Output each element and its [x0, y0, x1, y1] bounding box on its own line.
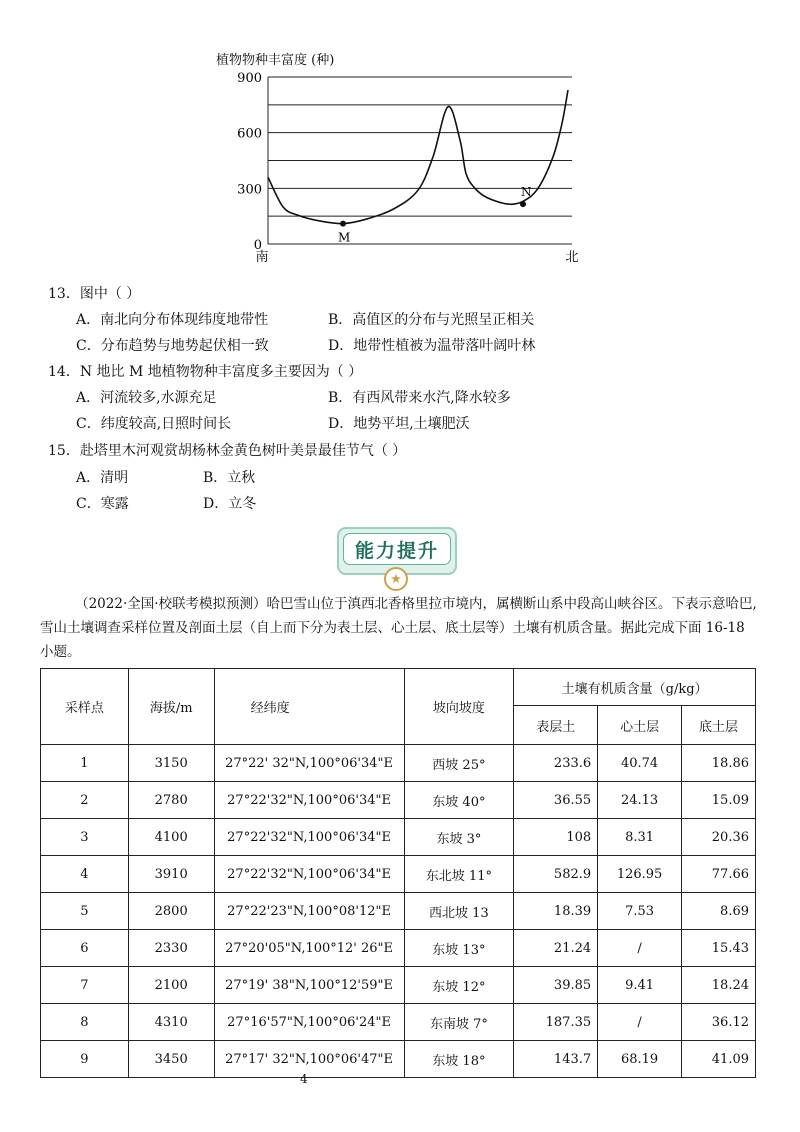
cell-bottom-soil: 18.86: [682, 745, 756, 782]
cell-bottom-soil: 77.66: [682, 856, 756, 893]
cell-slope: 东坡 12°: [404, 967, 514, 1004]
chart-y-tick-label: 600: [237, 126, 262, 142]
cell-elevation: 2800: [128, 893, 214, 930]
cell-elevation: 4310: [128, 1004, 214, 1041]
cell-point: 2: [41, 782, 129, 819]
cell-top-soil: 143.7: [514, 1041, 598, 1078]
cell-middle-soil: 68.19: [598, 1041, 682, 1078]
chart-y-tick-label: 900: [237, 71, 262, 86]
cell-coords: 27°22'32"N,100°06'34"E: [214, 782, 404, 819]
cell-top-soil: 36.55: [514, 782, 598, 819]
cell-middle-soil: /: [598, 1004, 682, 1041]
cell-elevation: 4100: [128, 819, 214, 856]
cell-slope: 东坡 40°: [404, 782, 514, 819]
cell-elevation: 3910: [128, 856, 214, 893]
cell-bottom-soil: 15.43: [682, 930, 756, 967]
cell-bottom-soil: 41.09: [682, 1041, 756, 1078]
cell-top-soil: 233.6: [514, 745, 598, 782]
cell-middle-soil: 40.74: [598, 745, 682, 782]
cell-point: 9: [41, 1041, 129, 1078]
cell-middle-soil: 24.13: [598, 782, 682, 819]
question-15-option-a[interactable]: A．清明: [76, 470, 129, 486]
chart-x-start-label: 南: [255, 250, 269, 265]
question-14-option-d[interactable]: D．地势平坦,土壤肥沃: [328, 416, 470, 432]
header-point: 采样点: [41, 669, 129, 745]
question-15-stem: 15．赴塔里木河观赏胡杨林金黄色树叶美景最佳节气（ ）: [48, 443, 407, 459]
chart-svg: [210, 44, 590, 270]
question-15-option-b[interactable]: B．立秋: [203, 470, 256, 486]
cell-slope: 东北坡 11°: [404, 856, 514, 893]
page-number: 4: [300, 1072, 308, 1086]
cell-top-soil: 39.85: [514, 967, 598, 1004]
question-15-option-c[interactable]: C．寒露: [76, 496, 129, 512]
star-icon: ★: [384, 567, 408, 591]
chart-y-ticks: [237, 71, 262, 253]
chart-point-m: [340, 221, 346, 227]
cell-top-soil: 187.35: [514, 1004, 598, 1041]
question-14-option-a[interactable]: A．河流较多,水源充足: [76, 390, 217, 406]
header-organic: 土壤有机质含量（g/kg）: [514, 669, 756, 706]
cell-coords: 27°22' 32"N,100°06'34"E: [214, 745, 404, 782]
cell-middle-soil: /: [598, 930, 682, 967]
cell-point: 1: [41, 745, 129, 782]
table-row: [41, 782, 756, 819]
question-13-stem: 13．图中（ ）: [48, 286, 141, 302]
section-badge-title: 能力提升: [343, 533, 451, 565]
cell-coords: 27°22'32"N,100°06'34"E: [214, 856, 404, 893]
table-row: [41, 819, 756, 856]
header-top-soil: 表层土: [514, 706, 598, 745]
question-13-option-d[interactable]: D．地带性植被为温带落叶阔叶林: [328, 338, 536, 354]
cell-top-soil: 21.24: [514, 930, 598, 967]
chart-y-tick-label: 0: [253, 238, 262, 253]
chart-y-axis-label: 植物物种丰富度 (种): [216, 53, 335, 68]
cell-top-soil: 108: [514, 819, 598, 856]
cell-point: 6: [41, 930, 129, 967]
chart-marked-points: [338, 185, 532, 244]
cell-coords: 27°22'32"N,100°06'34"E: [214, 819, 404, 856]
table-row: [41, 930, 756, 967]
cell-slope: 东坡 13°: [404, 930, 514, 967]
cell-elevation: 2780: [128, 782, 214, 819]
table-row: [41, 967, 756, 1004]
question-13-option-b[interactable]: B．高值区的分布与光照呈正相关: [328, 312, 535, 328]
cell-bottom-soil: 15.09: [682, 782, 756, 819]
species-richness-chart: [210, 44, 590, 270]
table-row: [41, 1004, 756, 1041]
cell-slope: 东坡 18°: [404, 1041, 514, 1078]
question-13-option-c[interactable]: C．分布趋势与地势起伏相一致: [76, 338, 269, 354]
cell-bottom-soil: 8.69: [682, 893, 756, 930]
table-row: [41, 893, 756, 930]
question-14-option-b[interactable]: B．有西风带来水汽,降水较多: [328, 390, 511, 406]
cell-elevation: 3150: [128, 745, 214, 782]
question-13-option-a[interactable]: A．南北向分布体现纬度地带性: [76, 312, 269, 328]
table-body: [41, 745, 756, 1078]
cell-middle-soil: 7.53: [598, 893, 682, 930]
header-coords: 经纬度: [214, 669, 404, 745]
cell-slope: 西坡 25°: [404, 745, 514, 782]
cell-elevation: 3450: [128, 1041, 214, 1078]
question-14-option-c[interactable]: C．纬度较高,日照时间长: [76, 416, 232, 432]
cell-bottom-soil: 20.36: [682, 819, 756, 856]
table-row: [41, 745, 756, 782]
chart-point-label-m: M: [338, 230, 351, 245]
cell-slope: 东南坡 7°: [404, 1004, 514, 1041]
header-elevation: 海拔/m: [128, 669, 214, 745]
header-slope: 坡向坡度: [404, 669, 514, 745]
cell-elevation: 2100: [128, 967, 214, 1004]
question-14-stem: 14．N 地比 M 地植物物种丰富度多主要因为（ ）: [48, 364, 363, 380]
cell-point: 5: [41, 893, 129, 930]
header-bottom-soil: 底土层: [682, 706, 756, 745]
cell-middle-soil: 8.31: [598, 819, 682, 856]
section-badge: [337, 527, 457, 587]
table-row: [41, 1041, 756, 1078]
cell-middle-soil: 9.41: [598, 967, 682, 1004]
cell-coords: 27°20'05"N,100°12' 26"E: [214, 930, 404, 967]
cell-coords: 27°19' 38"N,100°12'59"E: [214, 967, 404, 1004]
cell-coords: 27°22'23"N,100°08'12"E: [214, 893, 404, 930]
cell-point: 7: [41, 967, 129, 1004]
cell-point: 8: [41, 1004, 129, 1041]
cell-top-soil: 582.9: [514, 856, 598, 893]
question-15-option-d[interactable]: D．立冬: [203, 496, 257, 512]
cell-point: 3: [41, 819, 129, 856]
cell-elevation: 2330: [128, 930, 214, 967]
chart-y-tick-label: 300: [237, 182, 262, 198]
chart-point-n: [520, 201, 526, 207]
chart-point-label-n: N: [521, 185, 532, 200]
cell-middle-soil: 126.95: [598, 856, 682, 893]
cell-point: 4: [41, 856, 129, 893]
cell-coords: 27°16'57"N,100°06'24"E: [214, 1004, 404, 1041]
cell-bottom-soil: 36.12: [682, 1004, 756, 1041]
chart-x-end-label: 北: [565, 250, 579, 265]
material-intro: （2022·全国·校联考模拟预测）哈巴雪山位于滇西北香格里拉市境内，属横断山系中段高山峡谷区。下表示意哈巴,雪山土壤调查采样位置及剖面土层（自上而下分为表土层、心土层、底土层等）土壤有机质含量。据此完成下面 16-18 小题。: [40, 596, 757, 660]
cell-slope: 西北坡 13: [404, 893, 514, 930]
cell-slope: 东坡 3°: [404, 819, 514, 856]
cell-bottom-soil: 18.24: [682, 967, 756, 1004]
cell-top-soil: 18.39: [514, 893, 598, 930]
table-row: [41, 856, 756, 893]
cell-coords: 27°17' 32"N,100°06'47"E: [214, 1041, 404, 1078]
soil-organic-matter-table: [40, 668, 756, 1078]
header-middle-soil: 心土层: [598, 706, 682, 745]
